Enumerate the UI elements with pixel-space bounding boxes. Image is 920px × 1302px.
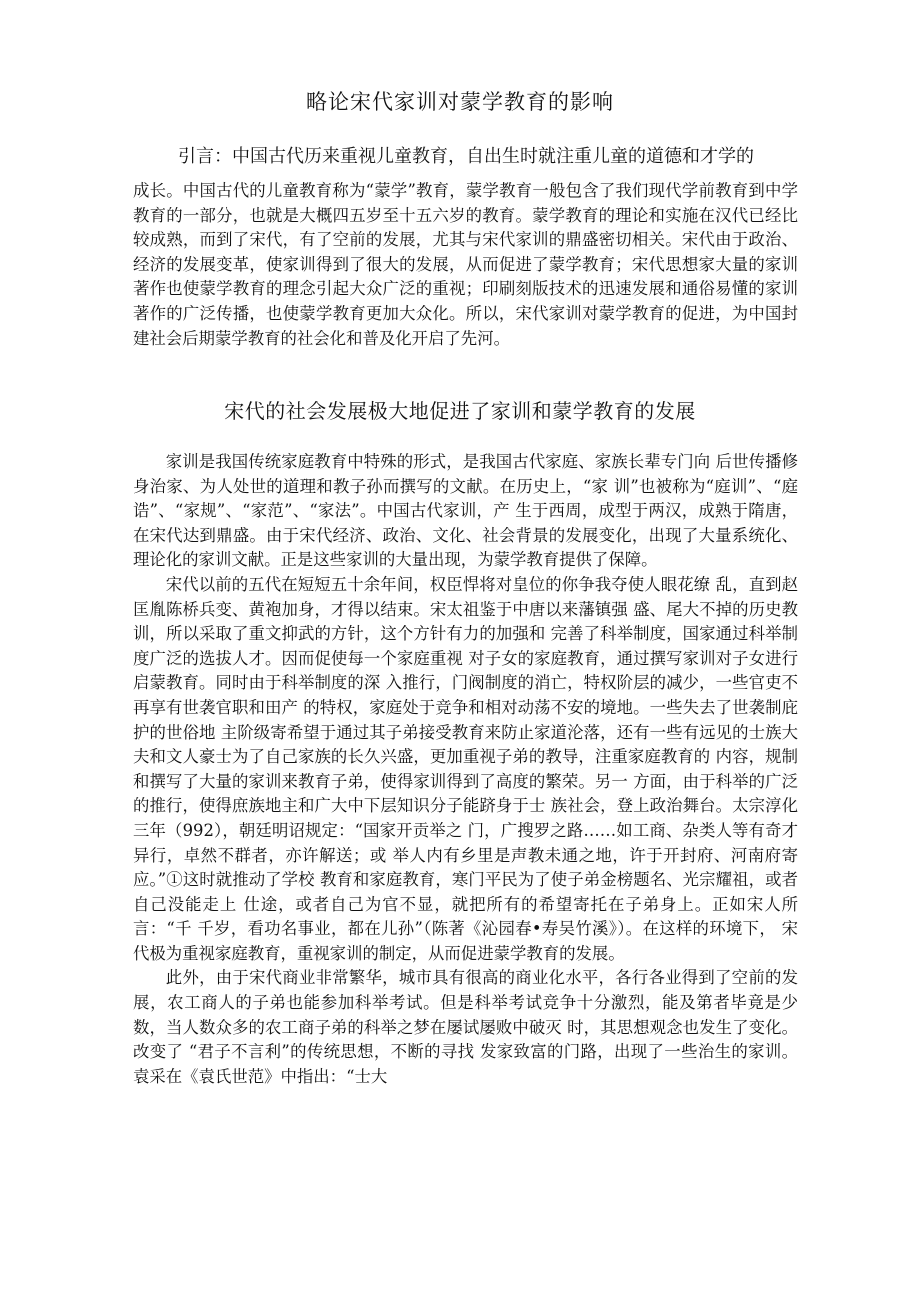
section-heading: 宋代的社会发展极大地促进了家训和蒙学教育的发展 — [224, 399, 696, 423]
section-body — [133, 450, 798, 1089]
intro-first-line: 引言：中国古代历来重视儿童教育，自出生时就注重儿童的道德和才学的 — [178, 146, 754, 167]
intro-paragraph: 成长。中国古代的儿童教育称为“蒙学”教育，蒙学教育一般包含了我们现代学前教育到中学教育的一部分，也就是大概四五岁至十五六岁的教育。蒙学教育的理论和实施在汉代已经比较成熟，而到了宋代，有了空前的发展，尤其与宋代家训的鼎盛密切相关。宋代由于政治、经济的发展变革，使家训得到了很大的发展，从而促进了蒙学教育；宋代思想家大量的家训著作也使蒙学教育的理念引起大众广泛的重视；印刷刻版技术的迅速发展和通俗易懂的家训著作的广泛传播，也使蒙学教育更加大众化。所以，宋代家训对蒙学教育的促进，为中国封建社会后期蒙学教育的社会化和普及化开启了先河。 — [133, 181, 798, 348]
body-paragraph-2: 宋代以前的五代在短短五十余年间，权臣悍将对皇位的你争我夺使人眼花缭 乱，直到赵匡胤陈桥兵变、黄袍加身，才得以结束。宋太祖鉴于中唐以来藩镇强 盛、尾大不掉的历史教训，所以采取了重文抑武的方针，这个方针有力的加强和 完善了科举制度，国家通过科举制度广泛的选拔人才。因而促使每一个家庭重视 对子女的家庭教育，通过撰写家训对子女进行启蒙教育。同时由于科举制度的深 入推行，门阀制度的消亡，特权阶层的减少，一些官吏不再享有世袭官职和田产 的特权，家庭处于竞争和相对动荡不安的境地。一些失去了世袭制庇护的世俗地 主阶级寄希望于通过其子弟接受教育来防止家道沦落，还有一些有远见的士族大 夫和文人豪士为了自己家族的长久兴盛，更加重视子弟的教导，注重家庭教育的 内容，规制和撰写了大量的家训来教育子弟，使得家训得到了高度的繁荣。另一 方面，由于科举的广泛的推行，使得庶族地主和广大中下层知识分子能跻身于士 族社会，登上政治舞台。太宗淳化三年（992），朝廷明诏规定：“国家开贡举之 门，广搜罗之路……如工商、杂类人等有奇才异行，卓然不群者，亦许解送；或 举人内有乡里是声教未通之地，许于开封府、河南府寄应。”①这时就推动了学校 教育和家庭教育，寒门平民为了使子弟金榜题名、光宗耀祖，或者自己没能走上 仕途，或者自己为官不显，就把所有的希望寄托在子弟身上。正如宋人所言：“千 千岁，看功名事业，都在儿孙”（陈著《沁园春•寿吴竹溪》）。在这样的环境下， 宋代极为重视家庭教育，重视家训的制定，从而促进蒙学教育的发展。 — [133, 574, 798, 963]
body-paragraph-3: 此外，由于宋代商业非常繁华，城市具有很高的商业化水平，各行各业得到了空前的发展，农工商人的子弟也能参加科举考试。但是科举考试竞争十分激烈，能及第者毕竟是少数，当人数众多的农工商子弟的科举之梦在屡试屡败中破灭 时，其思想观念也发生了变化。改变了 “君子不言利”的传统思想，不断的寻找 发家致富的门路，出现了一些治生的家训。袁采在《袁氏世范》中指出：“士大 — [133, 968, 798, 1086]
body-paragraph-1: 家训是我国传统家庭教育中特殊的形式，是我国古代家庭、家族长辈专门向 后世传播修身治家、为人处世的道理和教子孙而撰写的文献。在历史上，“家 训”也被称为“庭训”、“庭诰”、“家规”、“家范”、“家法”。中国古代家训，产 生于西周，成型于两汉，成熟于隋唐，在宋代达到鼎盛。由于宋代经济、政治、文化、社会背景的发展变化，出现了大量系统化、理论化的家训文献。正是这些家训的大量出现，为蒙学教育提供了保障。 — [133, 452, 798, 570]
document-title: 略论宋代家训对蒙学教育的影响 — [306, 90, 614, 114]
